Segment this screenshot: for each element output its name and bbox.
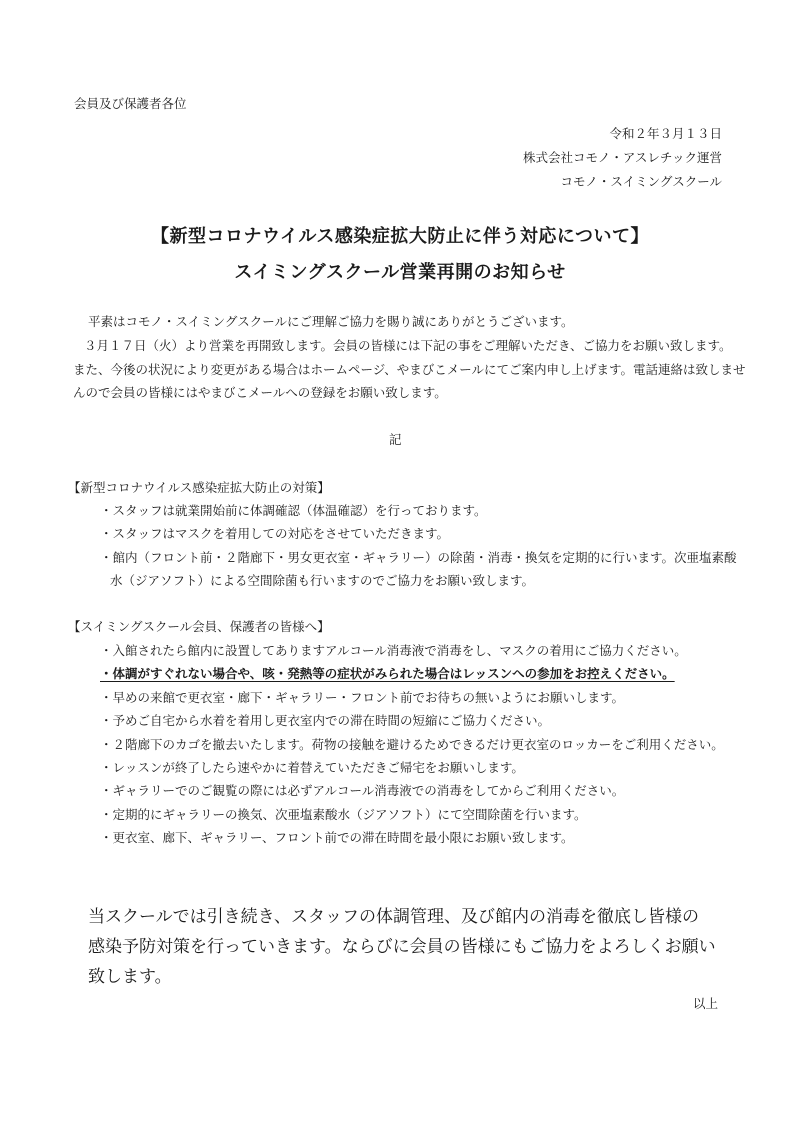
section2-item: ・レッスンが終了したら速やかに着替えていただきご帰宅をお願いします。 bbox=[100, 760, 524, 775]
section2-item: ・ギャラリーでのご観覧の際には必ずアルコール消毒液での消毒をしてからご利用ください。 bbox=[100, 783, 625, 798]
section1-item: ・スタッフはマスクを着用しての対応をさせていただきます。 bbox=[100, 526, 450, 541]
intro-line-4: んので会員の皆様にはやまびこメールへの登録をお願い致します。 bbox=[73, 385, 447, 400]
section1-item: ・館内（フロント前・２階廊下・男女更衣室・ギャラリー）の除菌・消毒・換気を定期的に行います。次亜塩素酸 bbox=[100, 550, 737, 565]
recipients: 会員及び保護者各位 bbox=[74, 96, 187, 111]
section2-item: ・早めの来館で更衣室・廊下・ギャラリー・フロント前でお待ちの無いようにお願いします。 bbox=[100, 690, 625, 705]
end-marker: 以上 bbox=[692, 996, 718, 1011]
ki-marker: 記 bbox=[389, 432, 402, 447]
section2-item: ・入館されたら館内に設置してありますアルコール消毒液で消毒をし、マスクの着用にご協力ください。 bbox=[100, 643, 687, 658]
section2-heading: 【スイミングスクール会員、保護者の皆様へ】 bbox=[68, 619, 330, 634]
closing-line-1: 当スクールでは引き続き、スタッフの体調管理、及び館内の消毒を徹底し皆様の bbox=[88, 907, 699, 927]
date: 令和２年３月１３日 bbox=[609, 126, 722, 141]
section2-item: ・２階廊下のカゴを撤去いたします。荷物の接触を避けるためできるだけ更衣室のロッカーをご利用ください。 bbox=[100, 737, 724, 752]
section1-heading: 【新型コロナウイルス感染症拡大防止の対策】 bbox=[68, 480, 330, 495]
issuer-company: 株式会社コモノ・アスレチック運営 bbox=[522, 150, 722, 165]
section1-item-continued: 水（ジアソフト）による空間除菌も行いますのでご協力をお願い致します。 bbox=[110, 573, 535, 588]
intro-line-3: また、今後の状況により変更がある場合はホームページ、やまびこメールにてご案内申し上げます。電話連絡は致しませ bbox=[73, 362, 746, 377]
closing-line-3: 致します。 bbox=[88, 967, 172, 987]
section1-item: ・スタッフは就業開始前に体調確認（体温確認）を行っております。 bbox=[100, 503, 487, 518]
section2-item: ・更衣室、廊下、ギャラリー、フロント前での滞在時間を最小限にお願い致します。 bbox=[100, 830, 574, 845]
title-line2: スイミングスクール営業再開のお知らせ bbox=[234, 262, 566, 283]
section2-item: ・定期的にギャラリーの換気、次亜塩素酸水（ジアソフト）にて空間除菌を行います。 bbox=[100, 807, 587, 822]
title-line1: 【新型コロナウイルス感染症拡大防止に伴う対応について】 bbox=[150, 226, 650, 247]
section2-item: ・予めご自宅から水着を着用し更衣室内での滞在時間の短縮にご協力ください。 bbox=[100, 713, 551, 728]
intro-line-1: 平素はコモノ・スイミングスクールにご理解ご協力を賜り誠にありがとうございます。 bbox=[88, 314, 574, 329]
closing-line-2: 感染予防対策を行っていきます。ならびに会員の皆様にもご協力をよろしくお願い bbox=[88, 937, 716, 957]
intro-line-2: ３月１７日（火）より営業を再開致します。会員の皆様には下記の事をご理解いただき、ご協力をお願い致します。 bbox=[84, 338, 732, 353]
issuer-school: コモノ・スイミングスクール bbox=[560, 174, 722, 189]
section2-item-emphasized: ・体調がすぐれない場合や、咳・発熱等の症状がみられた場合はレッスンへの参加をお控えください。 bbox=[100, 666, 675, 681]
